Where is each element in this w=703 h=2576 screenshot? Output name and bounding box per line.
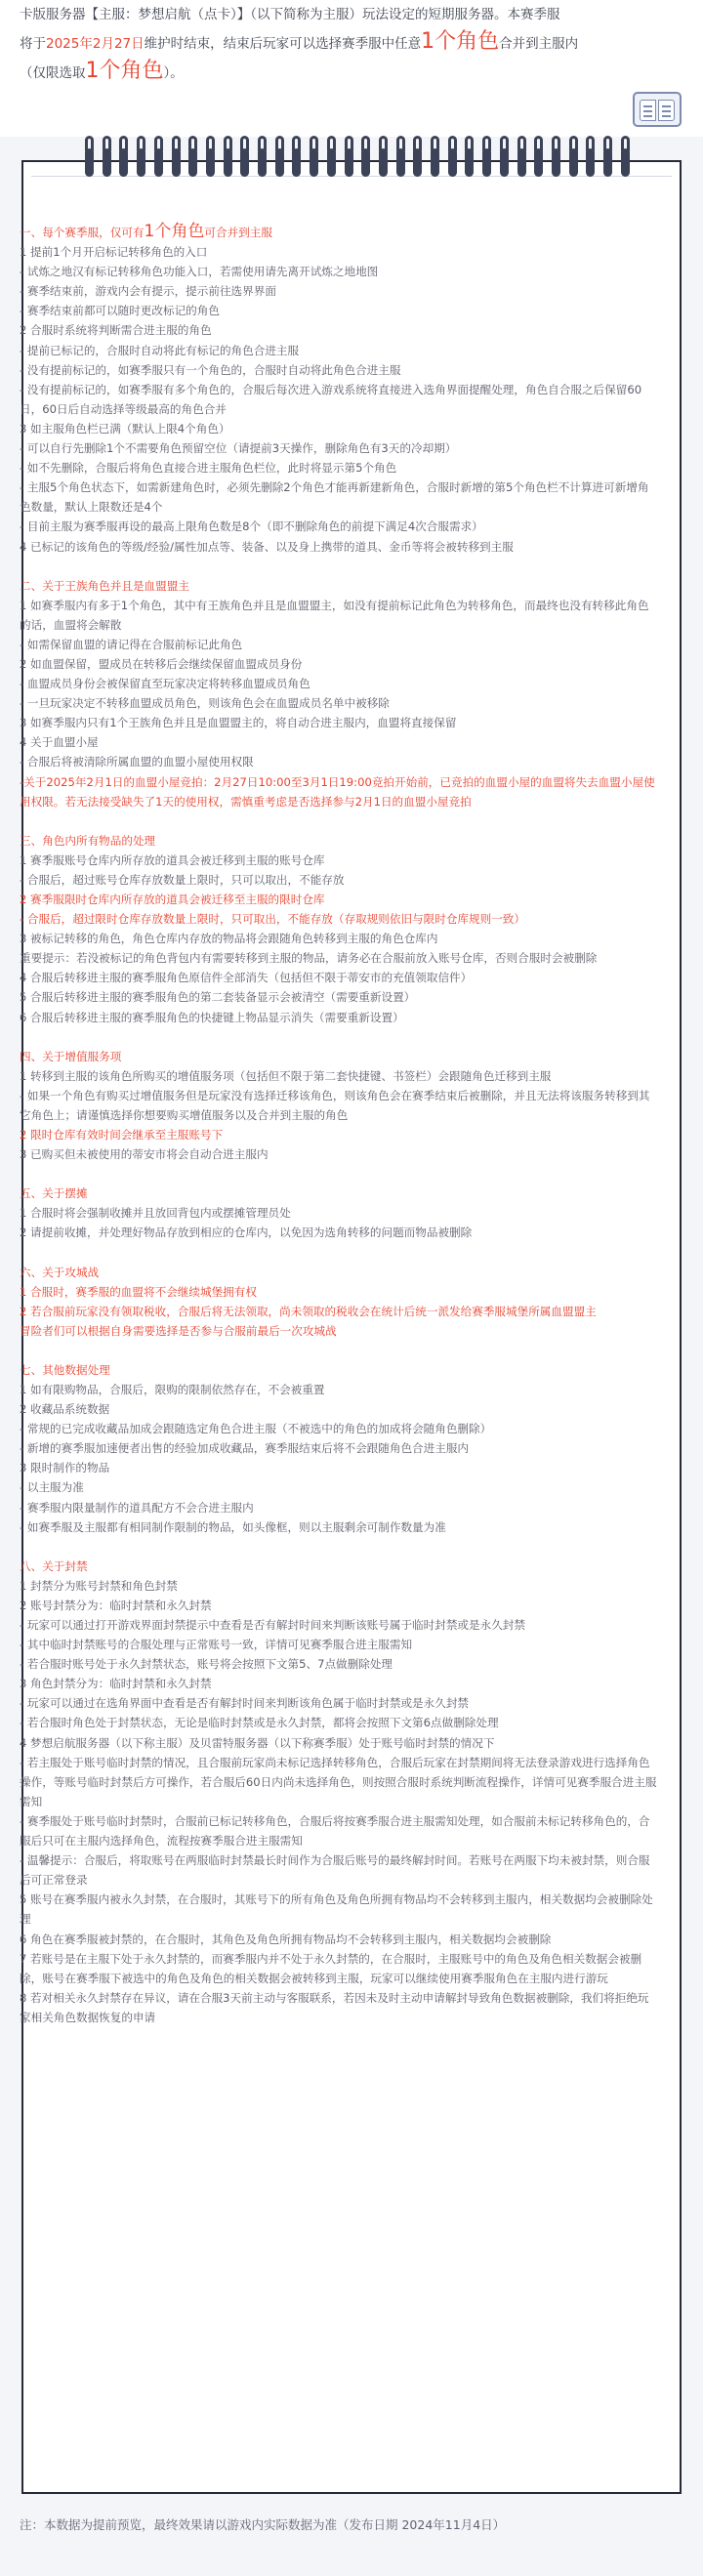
text-line-red: 2 若合服前玩家没有领取税收，合服后将无法领取，尚未领取的税收会在统计后统一派发给赛季服城堡所属血盟盟主 [20, 1304, 597, 1318]
text-line: - 目前主服为赛季服再设的最高上限角色数是8个（即不删除角色的前提下满足4次合服需求） [20, 519, 483, 534]
text-line: - 合服后，超过账号仓库存放数量上限时，只可以取出，不能存放 [20, 872, 345, 887]
binder-ring-icon [118, 136, 129, 179]
text-line: 1 如有限购物品，合服后，限购的限制依然存在，不会被重置 [20, 1382, 325, 1396]
text-line: - 如果一个角色有购买过增值服务但是玩家没有选择迁移该角色，则该角色会在赛季结束后被删除，并且无法将该服务转移到其它角色上；请谨慎选择你想要购买增值服务以及合并到主服的角色 [20, 1088, 650, 1122]
text-line: - 血盟成员身份会被保留直至玩家决定将转移血盟成员角色 [20, 677, 310, 691]
text-line: - 以主服为准 [20, 1480, 84, 1495]
binder-ring-icon [84, 136, 95, 179]
text-line: - 赛季结束前都可以随时更改标记的角色 [20, 304, 220, 318]
text-line: 3 角色封禁分为：临时封禁和永久封禁 [20, 1677, 212, 1691]
binder-ring-icon [378, 136, 389, 179]
text-line: - 可以自行先删除1个不需要角色预留空位（请提前3天操作，删除角色有3天的冷却期） [20, 441, 457, 456]
end-date: 2025年2月27日 [46, 36, 145, 52]
section-4-title: 四、关于增值服务项 [20, 1049, 122, 1063]
text-line: - 试炼之地汉有标记转移角色功能入口，若需使用请先离开试炼之地地图 [20, 265, 379, 279]
binder-ring-icon [136, 136, 146, 179]
text-line: - 温馨提示：合服后，将取账号在两服临时封禁最长时间作为合服后账号的最终解封时间。若账号在两服下均未被封禁，则合服后可正常登录 [20, 1853, 650, 1888]
binder-ring-icon [344, 136, 354, 179]
text-line: 6 合服后转移进主服的赛季服角色的快捷键上物品显示消失（需要重新设置） [20, 1010, 404, 1024]
intro-line-2: 将于2025年2月27日维护时结束，结束后玩家可以选择赛季服中任意1个角色合并到主服内 [20, 29, 579, 54]
binder-ring-icon [223, 136, 233, 179]
text-line: - 常规的已完成收藏品加成会跟随选定角色合进主服（不被选中的角色的加成将会随角色删除） [20, 1422, 492, 1436]
text-line: 4 已标记的该角色的等级/经验/属性加点等、装备、以及身上携带的道具、金币等将会被转移到主服 [20, 539, 514, 554]
text-line: 1 赛季服账号仓库内所存放的道具会被迁移到主服的账号仓库 [20, 852, 325, 867]
text-line: 2 收藏品系统数据 [20, 1402, 110, 1417]
text-line: 1 转移到主服的该角色所购买的增值服务项（包括但不限于第二套快捷键、书签栏）会跟随角色迁移到主服 [20, 1068, 552, 1083]
binder-ring-icon [309, 136, 319, 179]
text-line: - 赛季服处于账号临时封禁时，合服前已标记转移角色，合服后将按赛季服合进主服需知处理，如合服前未标记转移角色的，合服后只可在主服内选择角色，流程按赛季服合进主服需知 [20, 1813, 650, 1849]
section-3-title: 三、角色内所有物品的处理 [20, 833, 156, 848]
text-line: 8 若对相关永久封禁存在异议，请在合服3天前主动与客服联系，若因未及时主动申请解封导致角色数据被删除，我们将拒绝玩家相关角色数据恢复的申请 [20, 1990, 649, 2024]
text-line: 3 如赛季服内只有1个王族角色并且是血盟盟主的，将自动合进主服内，血盟将直接保留 [20, 716, 457, 730]
binder-ring-icon [517, 136, 527, 179]
text-line: 重要提示：若没被标记的角色背包内有需要转移到主服的物品，请务必在合服前放入账号仓库，否则合服时会被删除 [20, 951, 598, 966]
binder-ring-icon [205, 136, 216, 179]
intro-line-3: （仅限选取1个角色）。 [20, 59, 184, 83]
text-line: - 新增的赛季服加速便者出售的经验加成收藏品，赛季服结束后将不会跟随角色合进主服内 [20, 1441, 470, 1456]
text-line: - 合服后将被清除所属血盟的血盟小屋使用权限 [20, 755, 254, 769]
text-line: - 没有提前标记的，如赛季服只有一个角色的，合服时自动将此角色合进主服 [20, 362, 401, 377]
section-6-title: 六、关于攻城战 [20, 1265, 100, 1279]
text-line: 2 请提前收摊，并处理好物品存放到相应的仓库内，以免因为选角转移的问题而物品被删除 [20, 1226, 473, 1240]
text-line: 2 账号封禁分为：临时封禁和永久封禁 [20, 1598, 212, 1612]
intro-text [20, 2, 625, 87]
binder-ring-icon [568, 136, 579, 179]
text-line: 4 关于血盟小屋 [20, 735, 99, 750]
binder-ring-icon [533, 136, 544, 179]
binder-ring-icon [499, 136, 510, 179]
text-line: 3 如主服角色栏已满（默认上限4个角色） [20, 421, 230, 436]
text-line: 5 合服后转移进主服的赛季服角色的第二套装备显示会被清空（需要重新设置） [20, 990, 416, 1005]
binder-ring-icon [239, 136, 250, 179]
text-line: 3 限时制作的物品 [20, 1461, 110, 1475]
footnote: 注：本数据为提前预览，最终效果请以游戏内实际数据为准（发布日期 2024年11月4日） [20, 2517, 506, 2532]
text-line: 1 合服时将会强制收摊并且放回背包内或摆摊管理员处 [20, 1206, 291, 1221]
rules-content [20, 222, 658, 2027]
binder-ring-icon [430, 136, 440, 179]
section-1-title: 一、每个赛季服，仅可有1个角色可合并到主服 [20, 222, 272, 241]
text-line: 4 梦想启航服务器（以下称主服）及贝雷特服务器（以下称赛季服）处于账号临时封禁的情况下 [20, 1735, 495, 1750]
section-8-title: 八、关于封禁 [20, 1558, 88, 1573]
section-2-warning: -关于2025年2月1日的血盟小屋竞拍：2月27日10:00至3月1日19:00竞拍开始前，已竞拍的血盟小屋的血盟将失去血盟小屋使用权限。若无法接受缺失了1天的使用权，需慎重考虑是否选择参与2月1日的血盟小屋竞拍 [20, 774, 655, 809]
section-5-title: 五、关于摆摊 [20, 1186, 88, 1201]
text-line-red: 1 合服时，赛季服的血盟将不会继续城堡拥有权 [20, 1284, 257, 1299]
binder-ring-icon [464, 136, 475, 179]
binder-ring-icon [187, 136, 198, 179]
binder-ring-icon [447, 136, 458, 179]
section-2-title: 二、关于王族角色并且是血盟盟主 [20, 578, 189, 593]
binder-ring-icon [412, 136, 423, 179]
text-line: - 玩家可以通过打开游戏界面封禁提示中查看是否有解封时间来判断该账号属于临时封禁或是永久封禁 [20, 1618, 525, 1632]
intro-panel [0, 0, 703, 137]
text-line: - 没有提前标记的，如赛季服有多个角色的，合服后每次进入游戏系统将直接进入选角界面提醒处理，角色自合服之后保留60日，60日后自动选择等级最高的角色合并 [20, 382, 642, 416]
text-line: - 如需保留血盟的请记得在合服前标记此角色 [20, 637, 243, 651]
text-line: 4 合服后转移进主服的赛季服角色原信件全部消失（包括但不限于蒂安市的充值领取信件） [20, 971, 473, 985]
text-line: - 若主服处于账号临时封禁的情况，且合服前玩家尚未标记选择转移角色，合服后玩家在封禁期间将无法登录游戏进行选择角色操作，等账号临时封禁后方可操作，若合服后60日内尚未选择角色，则按照合服时系统判断流程操作，详情可见赛季服合进主服需知 [20, 1755, 657, 1808]
text-line: 3 被标记转移的角色，角色仓库内存放的物品将会跟随角色转移到主服的角色仓库内 [20, 932, 438, 946]
binder-ring-icon [602, 136, 613, 179]
text-line: - 若合服时角色处于封禁状态，无论是临时封禁或是永久封禁，都将会按照下文第6点做删除处理 [20, 1716, 499, 1730]
text-line: - 赛季服内限量制作的道具配方不会合进主服内 [20, 1500, 254, 1515]
text-line-red: - 合服后，超过限时仓库存放数量上限时，只可取出，不能存放（存取规则依旧与限时仓库规则一致） [20, 912, 525, 927]
binder-ring-icon [274, 136, 285, 179]
binder-ring-icon [171, 136, 182, 179]
section-8-lines [20, 1576, 658, 2027]
text-line: 2 如血盟保留，盟成员在转移后会继续保留血盟成员身份 [20, 656, 303, 671]
binder-ring-icon [326, 136, 337, 179]
text-line: - 其中临时封禁账号的合服处理与正常账号一致，详情可见赛季服合进主服需知 [20, 1638, 413, 1652]
binder-ring-icon [257, 136, 268, 179]
text-line-red: 冒险者们可以根据自身需要选择是否参与合服前最后一次攻城战 [20, 1323, 337, 1338]
binder-ring-icon [102, 136, 112, 179]
section-7-title: 七、其他数据处理 [20, 1362, 110, 1377]
section-2-lines [20, 596, 658, 772]
text-line: - 如不先删除，合服后将角色直接合进主服角色栏位，此时将显示第5个角色 [20, 461, 397, 476]
text-line: 6 角色在赛季服被封禁的，在合服时，其角色及角色所拥有物品均不会转移到主服内，相关数据均会被删除 [20, 1932, 552, 1946]
section-7-lines [20, 1380, 658, 1537]
text-line: 1 封禁分为账号封禁和角色封禁 [20, 1578, 178, 1593]
section-1-lines [20, 242, 658, 557]
binder-ring-icon [291, 136, 302, 179]
binder-ring-icon [153, 136, 164, 179]
binder-ring-icon [620, 136, 631, 179]
one-character-highlight: 1个角色 [421, 29, 500, 54]
text-line: 3 已购买但未被使用的蒂安市将会自动合进主服内 [20, 1147, 269, 1162]
text-line: 1 如赛季服内有多于1个角色，其中有王族角色并且是血盟盟主，如没有提前标记此角色为转移角色，而最终也没有转移此角色的话，血盟将会解散 [20, 598, 649, 632]
intro-line-1: 卡版服务器【主服：梦想启航（点卡）】（以下简称为主服）玩法设定的短期服务器。本赛季服 [20, 7, 560, 22]
binder-ring-icon [481, 136, 492, 179]
text-line: - 主服5个角色状态下，如需新建角色时，必须先删除2个角色才能再新建新角色，合服时新增的第5个角色栏不计算进可新增角色数量，默认上限数还是4个 [20, 480, 649, 515]
text-line: - 提前已标记的，合服时自动将此有标记的角色合进主服 [20, 343, 300, 357]
binder-ring-icon [585, 136, 596, 179]
text-line: - 如赛季服及主服都有相同制作限制的物品，如头像框，则以主服剩余可制作数量为准 [20, 1519, 446, 1534]
text-line-red: 2 赛季服限时仓库内所存放的道具会被迁移至主服的限时仓库 [20, 893, 325, 906]
binder-rings [84, 136, 631, 179]
text-line: - 一旦玩家决定不转移血盟成员角色，则该角色会在血盟成员名单中被移除 [20, 696, 390, 711]
text-line: 5 账号在赛季服内被永久封禁，在合服时，其账号下的所有角色及角色所拥有物品均不会转移到主服内，相关数据均会被删除处理 [20, 1892, 653, 1927]
one-character-highlight-2: 1个角色 [85, 59, 164, 83]
text-line: 1 提前1个月开启标记转移角色的入口 [20, 245, 208, 260]
binder-ring-icon [395, 136, 406, 179]
text-line-red: 2 限时仓库有效时间会继承至主服账号下 [20, 1128, 224, 1143]
text-line: - 赛季结束前，游戏内会有提示，提示前往选界界面 [20, 284, 276, 299]
text-line: 2 合服时系统将判断需合进主服的角色 [20, 323, 212, 338]
text-line: 7 若账号是在主服下处于永久封禁的，而赛季服内并不处于永久封禁的，在合服时，主服账号中的角色及角色相关数据会被删除，账号在赛季服下被选中的角色及角色的相关数据会被转移到主服，玩家可以继续使用赛季服角色在主服内进行游玩 [20, 1951, 642, 1985]
text-line: - 玩家可以通过在选角界面中查看是否有解封时间来判断该角色属于临时封禁或是永久封禁 [20, 1696, 470, 1711]
book-icon [633, 92, 682, 127]
binder-ring-icon [360, 136, 371, 179]
text-line: - 若合服时账号处于永久封禁状态，账号将会按照下文第5、7点做删除处理 [20, 1657, 393, 1672]
binder-ring-icon [551, 136, 561, 179]
